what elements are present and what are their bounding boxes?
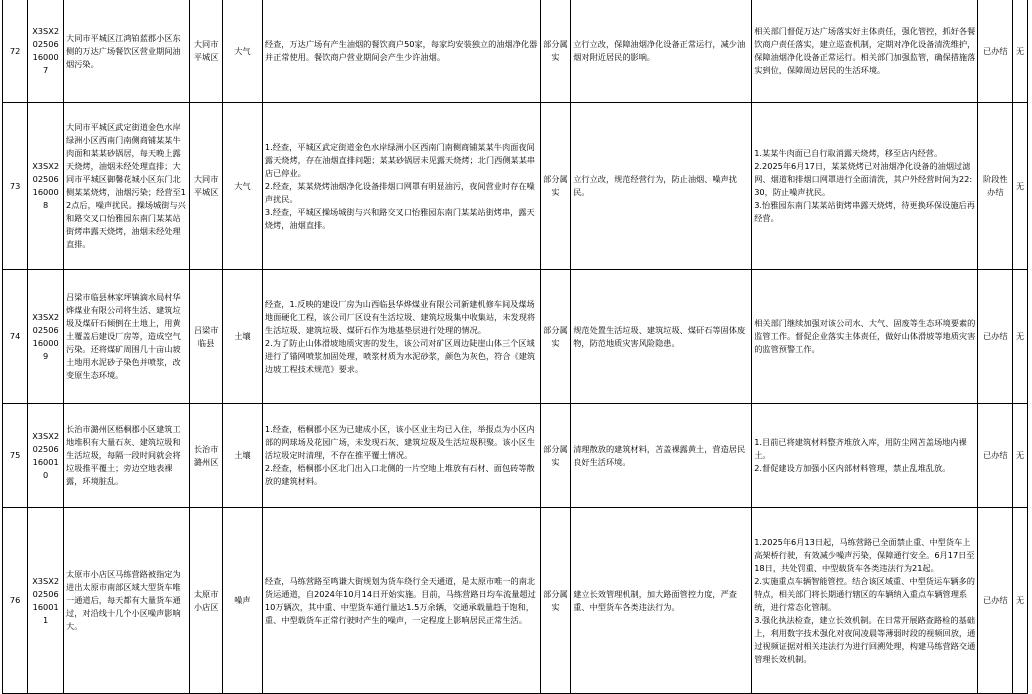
complaint-content: 太原市小店区马练营路被指定为进出太原市南部区域大型货车唯一通道后，每天都有大量货车通过，对沿线十几个小区噪声影响大。 — [64, 508, 190, 694]
row-number: 76 — [3, 508, 28, 694]
case-code: X3SX202506160007 — [28, 0, 64, 103]
verdict: 部分属实 — [540, 270, 571, 404]
rectification-requirement: 建立长效管理机制，加大路面管控力度，严查重、中型货车各类违法行为。 — [571, 508, 752, 694]
investigation-result: 经查，万达广场有产生油烟的餐饮商户50家，每家均安装独立的油烟净化器并正常使用。餐饮商户营业期间会产生少许油烟。 — [262, 0, 540, 103]
accountability: 无 — [1013, 270, 1028, 404]
table-row — [3, 0, 1028, 103]
complaint-table — [2, 0, 1028, 694]
pollution-type: 土壤 — [222, 270, 262, 404]
complaint-content: 大同市平城区武定街道金色水岸绿洲小区西南门南侧商铺某某牛肉面和某某砂锅居，每天晚上露天烧烤，油烟未经处理直排；大同市平城区御馨花城小区东门北侧某某烧烤，油烟污染；经营至12点后，噪声扰民。操场城街与兴和路交叉口怡雅园东南门某某站街烤串露天烧烤，油烟未经处理直排。 — [64, 103, 190, 270]
rectification-result: 相关部门继续加强对该公司水、大气、固废等生态环境要素的监管工作。督促企业落实主体责任，做好山体滑坡等地质灾害的监管预警工作。 — [752, 270, 978, 404]
accountability: 无 — [1013, 103, 1028, 270]
rectification-result: 1.目前已将建筑材料整齐堆放入库，用防尘网苫盖场地内裸土。 2.督促建设方加强小区内部材料管理，禁止乱堆乱放。 — [752, 404, 978, 508]
case-code: X3SX202506160010 — [28, 404, 64, 508]
case-status: 阶段性办结 — [978, 103, 1013, 270]
pollution-type: 噪声 — [222, 508, 262, 694]
investigation-result: 1.经查，梧桐郡小区为已建成小区，该小区业主均已入住，举报点为小区内部的网球场及花园广场，未发现石灰、建筑垃圾及生活垃圾积聚。该小区生活垃圾定时清理，不存在推平覆土情况。 2.经查，梧桐郡小区北门出入口北侧的一片空地上堆放有石材、面包砖等散放的建筑材料。 — [262, 404, 540, 508]
row-number: 72 — [3, 0, 28, 103]
investigation-result: 经查，马练营路至鸣谦大街规划为货车绕行全天通道，是太原市唯一的南北货运通道，自2024年10月14日开始实施。目前，马练营路日均车流量超过10万辆次，其中重、中型货车通行量达1.5万余辆，交通承载量趋于饱和，重、中型载货车正常行驶时产生的噪声，一定程度上影响居民正常生活。 — [262, 508, 540, 694]
case-status: 已办结 — [978, 270, 1013, 404]
row-number: 73 — [3, 103, 28, 270]
row-number: 74 — [3, 270, 28, 404]
verdict: 部分属实 — [540, 404, 571, 508]
verdict: 部分属实 — [540, 508, 571, 694]
table-row — [3, 103, 1028, 270]
case-status: 已办结 — [978, 0, 1013, 103]
case-code: X3SX202506160009 — [28, 270, 64, 404]
administrative-area: 吕梁市临县 — [190, 270, 223, 404]
pollution-type: 大气 — [222, 103, 262, 270]
row-number: 75 — [3, 404, 28, 508]
investigation-result: 经查，1.反映的建设厂房为山西临县华烨煤业有限公司新建机修车间及煤场地面硬化工程，该公司厂区设有生活垃圾、建筑垃圾集中收集站，未发现将生活垃圾、建筑垃圾、煤矸石作为地基垫层进行处理的情况。 2.为了防止山体滑坡地质灾害的发生，该公司对矿区周边陡崖山体三个区域进行了锚网喷浆加固处理，喷浆材质为水泥砂浆，颜色为灰色，符合《建筑边坡工程技术规范》要求。 — [262, 270, 540, 404]
accountability: 无 — [1013, 404, 1028, 508]
complaint-content: 大同市平城区江鸿铂蓝郡小区东侧的万达广场餐饮区营业期间油烟污染。 — [64, 0, 190, 103]
complaint-content: 吕梁市临县林家坪镇滴水局村华烨煤业有限公司将生活、建筑垃圾及煤矸石倾倒在土地上，用黄土覆盖后建设厂房等，造成空气污染。还将煤矿周围几十亩山坡土地用水泥砂子染色并喷浆，改变原生态环境。 — [64, 270, 190, 404]
rectification-result: 相关部门督促万达广场落实好主体责任，强化管控，抓好各餐饮商户责任落实，建立巡查机制，定期对净化设备清洗维护，保障油烟净化设备正常运行。相关部门加强监管，确保措施落实到位，保障周边居民的生活环境。 — [752, 0, 978, 103]
rectification-requirement: 立行立改，保障油烟净化设备正常运行，减少油烟对附近居民的影响。 — [571, 0, 752, 103]
rectification-result: 1.某某牛肉面已自行取消露天烧烤，移至店内经营。 2.2025年6月17日，某某烧烤已对油烟净化设备的油烟过滤网、烟道和排烟口网罩进行全面清洗，其户外经营时间为22:30，防止噪声扰民。 3.怡雅园东南门某某站街烤串露天烧烤，待更换环保设施后再经营。 — [752, 103, 978, 270]
accountability: 无 — [1013, 0, 1028, 103]
table-row — [3, 508, 1028, 694]
table-row — [3, 404, 1028, 508]
case-status: 已办结 — [978, 508, 1013, 694]
rectification-requirement: 立行立改，规范经营行为，防止油烟、噪声扰民。 — [571, 103, 752, 270]
case-status: 已办结 — [978, 404, 1013, 508]
rectification-result: 1.2025年6月13日起，马练营路已全面禁止重、中型货车上高架桥行驶，有效减少噪声污染，保障通行安全。6月17日至18日，共处罚重、中型载货车各类违法行为21起。 2.实施重点车辆智能管控。结合该区域重、中型货运车辆多的特点，相关部门将长期通行辖区的车辆纳入重点车辆管理系统，进行常态化管制。 3.强化执法检查，建立长效机制。在日常开展路查路检的基础上，利用数字技术强化对夜间凌晨等薄弱时段的视频回放，通过视频证据对相关违法行为进行回溯处理，构建马练营路交通管理长效机制。 — [752, 508, 978, 694]
investigation-result: 1.经查，平城区武定街道金色水岸绿洲小区西南门南侧商铺某某牛肉面夜间露天烧烤，存在油烟直排问题；某某砂锅居未见露天烧烤；北门西侧某某串店已停业。 2.经查，某某烧烤油烟净化设备排烟口网罩有明显油污，夜间营业时存在噪声扰民。 3.经查，平城区操场城街与兴和路交叉口怡雅园东南门某某站街烤串，露天烧烤，油烟直排。 — [262, 103, 540, 270]
table-row — [3, 270, 1028, 404]
verdict: 部分属实 — [540, 0, 571, 103]
rectification-requirement: 规范处置生活垃圾、建筑垃圾、煤矸石等固体废物，防范地质灾害风险隐患。 — [571, 270, 752, 404]
administrative-area: 大同市平城区 — [190, 103, 223, 270]
complaint-content: 长治市潞州区梧桐郡小区建筑工地堆积有大量石灰、建筑垃圾和生活垃圾，每隔一段时间就会将垃圾推平覆土；旁边空地表裸露，环境脏乱。 — [64, 404, 190, 508]
case-code: X3SX202506160008 — [28, 103, 64, 270]
pollution-type: 土壤 — [222, 404, 262, 508]
pollution-type: 大气 — [222, 0, 262, 103]
accountability: 无 — [1013, 508, 1028, 694]
case-code: X3SX202506160011 — [28, 508, 64, 694]
verdict: 部分属实 — [540, 103, 571, 270]
rectification-requirement: 清理散放的建筑材料，苫盖裸露黄土，营造居民良好生活环境。 — [571, 404, 752, 508]
administrative-area: 大同市平城区 — [190, 0, 223, 103]
administrative-area: 太原市小店区 — [190, 508, 223, 694]
administrative-area: 长治市潞州区 — [190, 404, 223, 508]
